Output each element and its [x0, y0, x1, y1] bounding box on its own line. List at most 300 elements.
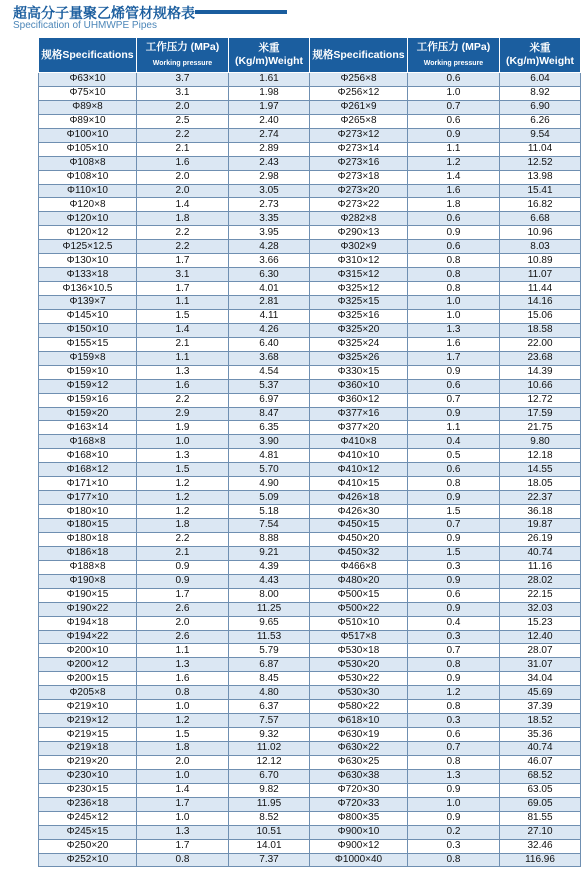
pressure-left-cell: 1.1 [137, 351, 229, 365]
spec-right-cell: Φ630×22 [310, 742, 408, 756]
spec-left-cell: Φ108×8 [39, 156, 137, 170]
table-row [39, 156, 581, 170]
table-row [39, 198, 581, 212]
pressure-left-cell: 2.6 [137, 630, 229, 644]
pressure-left-cell: 1.7 [137, 797, 229, 811]
spec-left-cell: Φ159×10 [39, 365, 137, 379]
pressure-left-cell: 1.4 [137, 198, 229, 212]
table-row [39, 672, 581, 686]
table-row [39, 491, 581, 505]
spec-right-cell: Φ256×12 [310, 86, 408, 100]
spec-left-cell: Φ219×15 [39, 728, 137, 742]
weight-left-cell: 3.66 [229, 254, 310, 268]
pressure-right-cell: 0.3 [408, 839, 500, 853]
weight-right-cell: 36.18 [500, 505, 581, 519]
page-subtitle: Specification of UHMWPE Pipes [13, 20, 157, 31]
spec-left-cell: Φ155×15 [39, 337, 137, 351]
spec-right-cell: Φ410×10 [310, 449, 408, 463]
spec-left-cell: Φ159×8 [39, 351, 137, 365]
weight-left-cell: 4.80 [229, 686, 310, 700]
table-row [39, 114, 581, 128]
table-row [39, 73, 581, 87]
weight-right-cell: 40.74 [500, 742, 581, 756]
weight-left-cell: 4.43 [229, 574, 310, 588]
spec-left-cell: Φ89×10 [39, 114, 137, 128]
pressure-left-cell: 2.2 [137, 226, 229, 240]
pressure-right-cell: 1.5 [408, 505, 500, 519]
pressure-right-cell: 1.2 [408, 686, 500, 700]
table-row [39, 700, 581, 714]
spec-right-cell: Φ530×30 [310, 686, 408, 700]
pressure-left-cell: 1.7 [137, 839, 229, 853]
weight-right-cell: 6.04 [500, 73, 581, 87]
header-spec-left: 规格Specifications [39, 38, 137, 73]
pressure-left-cell: 1.7 [137, 254, 229, 268]
spec-right-cell: Φ630×25 [310, 755, 408, 769]
spec-right-cell: Φ410×12 [310, 463, 408, 477]
header-pressure-en: Working pressure [152, 59, 213, 67]
table-row [39, 477, 581, 491]
table-row [39, 296, 581, 310]
spec-right-cell: Φ630×19 [310, 728, 408, 742]
table-row [39, 546, 581, 560]
weight-left-cell: 6.70 [229, 769, 310, 783]
spec-right-cell: Φ265×8 [310, 114, 408, 128]
weight-right-cell: 6.68 [500, 212, 581, 226]
weight-right-cell: 12.52 [500, 156, 581, 170]
weight-right-cell: 18.05 [500, 477, 581, 491]
table-row [39, 449, 581, 463]
spec-right-cell: Φ500×22 [310, 602, 408, 616]
spec-left-cell: Φ145×10 [39, 309, 137, 323]
weight-left-cell: 11.25 [229, 602, 310, 616]
weight-left-cell: 3.68 [229, 351, 310, 365]
spec-left-cell: Φ180×10 [39, 505, 137, 519]
pressure-right-cell: 0.8 [408, 282, 500, 296]
pressure-left-cell: 1.2 [137, 477, 229, 491]
spec-left-cell: Φ125×12.5 [39, 240, 137, 254]
header-weight-cn: 米重 [529, 42, 551, 54]
table-row [39, 686, 581, 700]
table-row [39, 755, 581, 769]
spec-left-cell: Φ150×10 [39, 323, 137, 337]
weight-right-cell: 27.10 [500, 825, 581, 839]
pressure-left-cell: 2.0 [137, 616, 229, 630]
pressure-right-cell: 1.5 [408, 546, 500, 560]
spec-left-cell: Φ163×14 [39, 421, 137, 435]
weight-right-cell: 11.16 [500, 560, 581, 574]
pressure-right-cell: 0.8 [408, 755, 500, 769]
spec-right-cell: Φ410×15 [310, 477, 408, 491]
pressure-left-cell: 2.0 [137, 170, 229, 184]
weight-right-cell: 81.55 [500, 811, 581, 825]
spec-right-cell: Φ360×12 [310, 393, 408, 407]
weight-left-cell: 4.39 [229, 560, 310, 574]
table-row [39, 351, 581, 365]
spec-right-cell: Φ426×18 [310, 491, 408, 505]
header-weight-right [500, 38, 581, 73]
spec-left-cell: Φ120×12 [39, 226, 137, 240]
spec-right-cell: Φ466×8 [310, 560, 408, 574]
weight-right-cell: 14.39 [500, 365, 581, 379]
weight-right-cell: 37.39 [500, 700, 581, 714]
pressure-right-cell: 1.3 [408, 323, 500, 337]
weight-right-cell: 12.40 [500, 630, 581, 644]
spec-right-cell: Φ273×22 [310, 198, 408, 212]
table-row [39, 282, 581, 296]
pressure-right-cell: 0.6 [408, 212, 500, 226]
weight-right-cell: 28.02 [500, 574, 581, 588]
weight-left-cell: 5.09 [229, 491, 310, 505]
weight-left-cell: 7.37 [229, 853, 310, 867]
pressure-left-cell: 1.4 [137, 783, 229, 797]
table-row [39, 128, 581, 142]
spec-right-cell: Φ360×10 [310, 379, 408, 393]
weight-left-cell: 3.95 [229, 226, 310, 240]
spec-right-cell: Φ618×10 [310, 714, 408, 728]
weight-left-cell: 2.43 [229, 156, 310, 170]
weight-left-cell: 4.54 [229, 365, 310, 379]
weight-right-cell: 9.80 [500, 435, 581, 449]
pressure-right-cell: 0.4 [408, 616, 500, 630]
spec-right-cell: Φ315×12 [310, 268, 408, 282]
weight-right-cell: 17.59 [500, 407, 581, 421]
pressure-right-cell: 0.3 [408, 714, 500, 728]
table-row [39, 602, 581, 616]
weight-right-cell: 40.74 [500, 546, 581, 560]
pressure-left-cell: 1.2 [137, 714, 229, 728]
weight-left-cell: 8.47 [229, 407, 310, 421]
spec-left-cell: Φ136×10.5 [39, 282, 137, 296]
spec-right-cell: Φ517×8 [310, 630, 408, 644]
weight-left-cell: 7.54 [229, 519, 310, 533]
table-row [39, 616, 581, 630]
pressure-left-cell: 2.2 [137, 240, 229, 254]
pressure-left-cell: 2.2 [137, 393, 229, 407]
spec-right-cell: Φ500×15 [310, 588, 408, 602]
pressure-left-cell: 1.8 [137, 212, 229, 226]
pressure-right-cell: 0.8 [408, 477, 500, 491]
pressure-right-cell: 0.7 [408, 519, 500, 533]
spec-left-cell: Φ168×12 [39, 463, 137, 477]
weight-left-cell: 6.30 [229, 268, 310, 282]
spec-left-cell: Φ180×15 [39, 519, 137, 533]
weight-left-cell: 8.52 [229, 811, 310, 825]
table-row [39, 309, 581, 323]
table-header-row [39, 38, 581, 73]
spec-right-cell: Φ325×26 [310, 351, 408, 365]
weight-right-cell: 13.98 [500, 170, 581, 184]
spec-left-cell: Φ190×15 [39, 588, 137, 602]
weight-right-cell: 6.26 [500, 114, 581, 128]
spec-left-cell: Φ188×8 [39, 560, 137, 574]
weight-right-cell: 19.87 [500, 519, 581, 533]
weight-left-cell: 6.35 [229, 421, 310, 435]
weight-left-cell: 2.98 [229, 170, 310, 184]
weight-left-cell: 2.73 [229, 198, 310, 212]
spec-left-cell: Φ159×16 [39, 393, 137, 407]
pressure-right-cell: 0.7 [408, 393, 500, 407]
pressure-left-cell: 1.3 [137, 825, 229, 839]
spec-right-cell: Φ630×38 [310, 769, 408, 783]
table-row [39, 268, 581, 282]
pressure-right-cell: 1.1 [408, 142, 500, 156]
spec-right-cell: Φ310×12 [310, 254, 408, 268]
spec-left-cell: Φ100×10 [39, 128, 137, 142]
table-row [39, 421, 581, 435]
spec-left-cell: Φ177×10 [39, 491, 137, 505]
spec-right-cell: Φ426×30 [310, 505, 408, 519]
pressure-left-cell: 1.8 [137, 519, 229, 533]
spec-right-cell: Φ325×15 [310, 296, 408, 310]
weight-right-cell: 10.66 [500, 379, 581, 393]
spec-left-cell: Φ200×15 [39, 672, 137, 686]
weight-left-cell: 9.65 [229, 616, 310, 630]
weight-left-cell: 3.90 [229, 435, 310, 449]
header-weight-left [229, 38, 310, 73]
pressure-left-cell: 1.9 [137, 421, 229, 435]
weight-left-cell: 10.51 [229, 825, 310, 839]
weight-right-cell: 11.04 [500, 142, 581, 156]
title-accent-bar [195, 10, 287, 14]
weight-left-cell: 5.37 [229, 379, 310, 393]
weight-left-cell: 11.02 [229, 742, 310, 756]
pressure-left-cell: 2.1 [137, 142, 229, 156]
weight-right-cell: 11.07 [500, 268, 581, 282]
table-row [39, 100, 581, 114]
weight-right-cell: 12.72 [500, 393, 581, 407]
weight-right-cell: 8.92 [500, 86, 581, 100]
table-row [39, 532, 581, 546]
table-row [39, 323, 581, 337]
pressure-left-cell: 1.6 [137, 156, 229, 170]
spec-right-cell: Φ261×9 [310, 100, 408, 114]
spec-right-cell: Φ273×14 [310, 142, 408, 156]
spec-left-cell: Φ250×20 [39, 839, 137, 853]
spec-right-cell: Φ580×22 [310, 700, 408, 714]
spec-left-cell: Φ190×22 [39, 602, 137, 616]
spec-left-cell: Φ194×22 [39, 630, 137, 644]
spec-left-cell: Φ219×18 [39, 742, 137, 756]
header-pressure-right [408, 38, 500, 73]
table-row [39, 435, 581, 449]
spec-left-cell: Φ89×8 [39, 100, 137, 114]
spec-left-cell: Φ219×12 [39, 714, 137, 728]
table-row [39, 769, 581, 783]
spec-left-cell: Φ108×10 [39, 170, 137, 184]
weight-left-cell: 6.40 [229, 337, 310, 351]
weight-left-cell: 4.01 [229, 282, 310, 296]
pressure-right-cell: 0.2 [408, 825, 500, 839]
weight-left-cell: 2.40 [229, 114, 310, 128]
pressure-left-cell: 0.8 [137, 853, 229, 867]
pressure-right-cell: 0.7 [408, 100, 500, 114]
weight-right-cell: 11.44 [500, 282, 581, 296]
header-weight-cn: 米重 [258, 42, 280, 54]
spec-left-cell: Φ245×12 [39, 811, 137, 825]
pressure-left-cell: 3.1 [137, 268, 229, 282]
weight-right-cell: 12.18 [500, 449, 581, 463]
spec-left-cell: Φ252×10 [39, 853, 137, 867]
table-row [39, 853, 581, 867]
weight-left-cell: 3.35 [229, 212, 310, 226]
table-row [39, 379, 581, 393]
table-row [39, 505, 581, 519]
spec-right-cell: Φ302×9 [310, 240, 408, 254]
pressure-right-cell: 0.4 [408, 435, 500, 449]
spec-left-cell: Φ168×8 [39, 435, 137, 449]
spec-table [38, 37, 581, 867]
pressure-right-cell: 0.5 [408, 449, 500, 463]
table-row [39, 463, 581, 477]
weight-right-cell: 14.55 [500, 463, 581, 477]
spec-left-cell: Φ75×10 [39, 86, 137, 100]
spec-right-cell: Φ330×15 [310, 365, 408, 379]
spec-right-cell: Φ1000×40 [310, 853, 408, 867]
spec-left-cell: Φ120×10 [39, 212, 137, 226]
weight-left-cell: 6.97 [229, 393, 310, 407]
pressure-left-cell: 1.7 [137, 588, 229, 602]
header-pressure-cn: 工作压力 (MPa) [416, 40, 491, 53]
pressure-right-cell: 0.6 [408, 114, 500, 128]
pressure-left-cell: 2.0 [137, 184, 229, 198]
pressure-right-cell: 1.0 [408, 797, 500, 811]
pressure-left-cell: 1.5 [137, 728, 229, 742]
pressure-right-cell: 0.8 [408, 254, 500, 268]
weight-right-cell: 32.03 [500, 602, 581, 616]
pressure-left-cell: 1.0 [137, 811, 229, 825]
pressure-right-cell: 0.9 [408, 574, 500, 588]
weight-left-cell: 1.61 [229, 73, 310, 87]
weight-right-cell: 22.37 [500, 491, 581, 505]
spec-right-cell: Φ377×20 [310, 421, 408, 435]
table-row [39, 519, 581, 533]
spec-right-cell: Φ720×30 [310, 783, 408, 797]
spec-left-cell: Φ168×10 [39, 449, 137, 463]
pressure-left-cell: 2.6 [137, 602, 229, 616]
pressure-right-cell: 0.9 [408, 407, 500, 421]
spec-left-cell: Φ205×8 [39, 686, 137, 700]
pressure-right-cell: 1.1 [408, 421, 500, 435]
spec-right-cell: Φ900×12 [310, 839, 408, 853]
table-row [39, 407, 581, 421]
pressure-left-cell: 2.2 [137, 532, 229, 546]
spec-right-cell: Φ325×24 [310, 337, 408, 351]
pressure-right-cell: 1.6 [408, 337, 500, 351]
pressure-left-cell: 2.1 [137, 337, 229, 351]
spec-left-cell: Φ120×8 [39, 198, 137, 212]
pressure-left-cell: 1.2 [137, 491, 229, 505]
weight-right-cell: 116.96 [500, 853, 581, 867]
weight-left-cell: 7.57 [229, 714, 310, 728]
spec-right-cell: Φ325×12 [310, 282, 408, 296]
pressure-left-cell: 3.1 [137, 86, 229, 100]
table-row [39, 560, 581, 574]
header-weight-en: (Kg/m)Weight [505, 55, 575, 67]
pressure-left-cell: 2.0 [137, 100, 229, 114]
table-row [39, 644, 581, 658]
table-row [39, 811, 581, 825]
table-row [39, 728, 581, 742]
weight-left-cell: 2.89 [229, 142, 310, 156]
spec-left-cell: Φ110×10 [39, 184, 137, 198]
spec-left-cell: Φ194×18 [39, 616, 137, 630]
table-row [39, 184, 581, 198]
weight-right-cell: 31.07 [500, 658, 581, 672]
spec-right-cell: Φ450×20 [310, 532, 408, 546]
pressure-right-cell: 0.8 [408, 268, 500, 282]
header-spec-right: 规格Specifications [310, 38, 408, 73]
table-row [39, 630, 581, 644]
pressure-right-cell: 1.0 [408, 86, 500, 100]
weight-left-cell: 14.01 [229, 839, 310, 853]
pressure-right-cell: 0.9 [408, 783, 500, 797]
weight-left-cell: 5.79 [229, 644, 310, 658]
weight-left-cell: 5.70 [229, 463, 310, 477]
weight-right-cell: 69.05 [500, 797, 581, 811]
table-row [39, 742, 581, 756]
pressure-right-cell: 1.2 [408, 156, 500, 170]
weight-right-cell: 15.41 [500, 184, 581, 198]
table-row [39, 240, 581, 254]
pressure-right-cell: 0.9 [408, 226, 500, 240]
weight-right-cell: 63.05 [500, 783, 581, 797]
spec-right-cell: Φ290×13 [310, 226, 408, 240]
spec-right-cell: Φ720×33 [310, 797, 408, 811]
spec-left-cell: Φ245×15 [39, 825, 137, 839]
pressure-left-cell: 1.5 [137, 309, 229, 323]
spec-left-cell: Φ190×8 [39, 574, 137, 588]
spec-right-cell: Φ273×12 [310, 128, 408, 142]
weight-left-cell: 8.00 [229, 588, 310, 602]
pressure-left-cell: 1.4 [137, 323, 229, 337]
pressure-left-cell: 0.8 [137, 686, 229, 700]
weight-left-cell: 12.12 [229, 755, 310, 769]
weight-left-cell: 5.18 [229, 505, 310, 519]
weight-right-cell: 22.15 [500, 588, 581, 602]
weight-right-cell: 35.36 [500, 728, 581, 742]
weight-right-cell: 18.52 [500, 714, 581, 728]
table-row [39, 337, 581, 351]
spec-left-cell: Φ230×15 [39, 783, 137, 797]
pressure-right-cell: 0.8 [408, 853, 500, 867]
pressure-left-cell: 2.5 [137, 114, 229, 128]
weight-left-cell: 4.90 [229, 477, 310, 491]
weight-left-cell: 1.98 [229, 86, 310, 100]
spec-left-cell: Φ159×20 [39, 407, 137, 421]
pressure-left-cell: 1.1 [137, 296, 229, 310]
table-row [39, 226, 581, 240]
header-pressure-cn: 工作压力 (MPa) [145, 40, 220, 53]
pressure-left-cell: 1.0 [137, 435, 229, 449]
weight-right-cell: 23.68 [500, 351, 581, 365]
weight-left-cell: 9.82 [229, 783, 310, 797]
weight-right-cell: 28.07 [500, 644, 581, 658]
weight-right-cell: 8.03 [500, 240, 581, 254]
pressure-left-cell: 1.5 [137, 463, 229, 477]
pressure-right-cell: 0.7 [408, 742, 500, 756]
weight-right-cell: 9.54 [500, 128, 581, 142]
pressure-left-cell: 1.0 [137, 769, 229, 783]
weight-right-cell: 34.04 [500, 672, 581, 686]
table-row [39, 170, 581, 184]
weight-right-cell: 21.75 [500, 421, 581, 435]
weight-left-cell: 4.26 [229, 323, 310, 337]
weight-left-cell: 9.32 [229, 728, 310, 742]
pressure-right-cell: 0.8 [408, 700, 500, 714]
pressure-left-cell: 1.7 [137, 282, 229, 296]
header-pressure-left [137, 38, 229, 73]
